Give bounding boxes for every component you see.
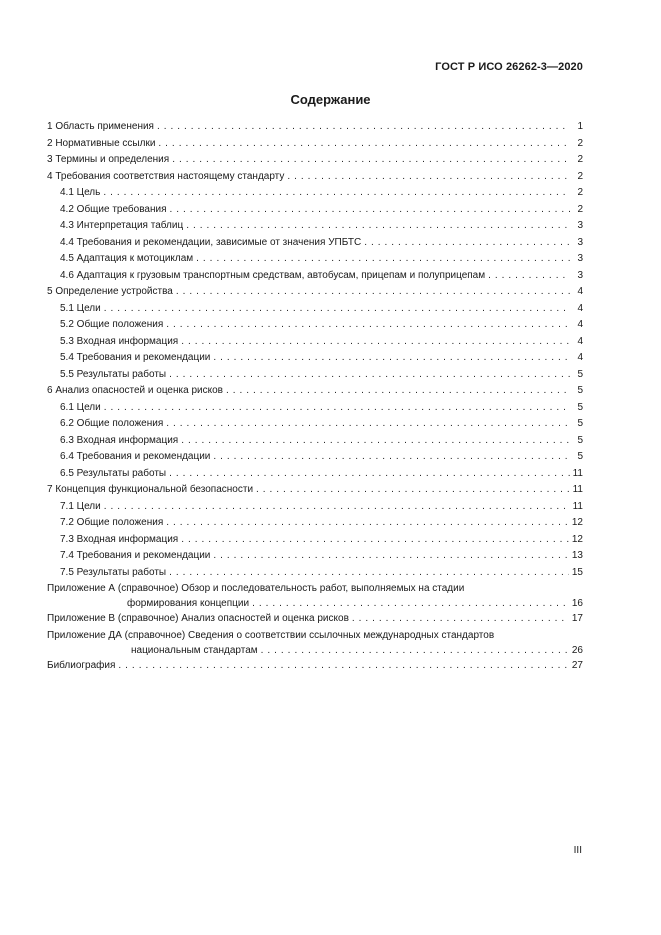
- toc-entry-page: 17: [571, 613, 583, 624]
- toc-leader-dots: [261, 643, 569, 658]
- document-code: ГОСТ Р ИСО 26262-3—2020: [435, 61, 583, 73]
- toc-entry-page: 3: [577, 220, 583, 231]
- toc-leader-dots: [252, 596, 569, 611]
- toc-entry[interactable]: [47, 449, 583, 466]
- toc-entry-text: 3 Термины и определения: [47, 154, 170, 165]
- toc-entry-text: 6.1 Цели: [60, 401, 101, 413]
- toc-entry[interactable]: [47, 218, 583, 235]
- toc-entry[interactable]: [47, 532, 583, 549]
- toc-leader-dots: [166, 317, 570, 334]
- toc-entry-page: 3: [577, 253, 583, 264]
- toc-leader-dots: [352, 611, 569, 628]
- toc-entry-page: 5: [577, 418, 583, 429]
- toc-entry-text-continued: национальным стандартам: [131, 644, 258, 656]
- toc-entry-page: 3: [577, 269, 583, 281]
- toc-entry-text: Приложение ДА (справочное) Сведения о соответствии ссылочных международных стандартов: [47, 629, 495, 641]
- toc-entry-page: 15: [571, 566, 583, 578]
- toc-entry[interactable]: [47, 350, 583, 367]
- toc-entry[interactable]: [47, 235, 583, 252]
- toc-entry-page: 13: [571, 550, 583, 561]
- toc-entry-text: 7.4 Требования и рекомендации: [60, 550, 211, 561]
- toc-entry-page: 1: [577, 121, 583, 132]
- toc-entry[interactable]: [47, 268, 583, 285]
- toc-entry-text: 5.2 Общие положения: [60, 319, 164, 330]
- toc-entry[interactable]: [47, 301, 583, 318]
- toc-leader-dots: [104, 400, 570, 417]
- toc-entry[interactable]: [47, 367, 583, 384]
- toc-entry-page: 12: [571, 517, 583, 528]
- toc-entry-page: 3: [577, 236, 583, 248]
- toc-entry-page: 5: [577, 451, 583, 462]
- toc-entry-text: 5 Определение устройства: [47, 286, 173, 297]
- toc-entry-text: 2 Нормативные ссылки: [47, 137, 156, 149]
- toc-leader-dots: [104, 301, 570, 318]
- toc-entry-text: 5.5 Результаты работы: [60, 368, 167, 380]
- toc-leader-dots: [176, 284, 570, 301]
- page-number: III: [573, 845, 582, 856]
- toc-entry-text: 4.1 Цель: [60, 187, 101, 198]
- toc-entry-text: 4.4 Требования и рекомендации, зависимые от значения УПБТС: [60, 236, 362, 248]
- toc-appendix-da[interactable]: [47, 628, 583, 658]
- toc-leader-dots: [181, 334, 570, 351]
- toc-leader-dots: [226, 383, 570, 400]
- toc-entry[interactable]: [47, 119, 583, 136]
- toc-entry-text-continued: формирования концепции: [127, 598, 250, 609]
- toc-entry-page: 4: [577, 319, 583, 330]
- toc-entry[interactable]: [47, 136, 583, 153]
- toc-entry[interactable]: [47, 251, 583, 268]
- toc-leader-dots: [166, 416, 570, 433]
- toc-entry-text: 1 Область применения: [47, 121, 154, 132]
- toc-entry-page: 16: [571, 598, 583, 609]
- toc-entry-page: 2: [577, 203, 583, 215]
- toc-leader-dots: [158, 136, 570, 153]
- toc-entry-text: 6.2 Общие положения: [60, 418, 164, 429]
- toc-entry-page: 5: [577, 434, 583, 446]
- toc-entry-text: 5.1 Цели: [60, 302, 101, 314]
- toc-entry[interactable]: [47, 152, 583, 169]
- toc-entry-text: 4.6 Адаптация к грузовым транспортным средствам, автобусам, прицепам и полуприцепам: [60, 269, 486, 281]
- toc-entry-page: 5: [577, 368, 583, 380]
- toc-leader-dots: [181, 433, 570, 450]
- toc-leader-dots: [213, 350, 570, 367]
- toc-entry[interactable]: [47, 548, 583, 565]
- toc-leader-dots: [256, 482, 570, 499]
- toc-entry-text: 7.5 Результаты работы: [60, 566, 167, 578]
- toc-entry-page: 2: [577, 170, 583, 182]
- toc-entry-page: 26: [571, 644, 583, 656]
- toc-leader-dots: [213, 548, 568, 565]
- toc-entry[interactable]: [47, 383, 583, 400]
- toc-entry-text: 4.2 Общие требования: [60, 203, 167, 215]
- toc-entry-page: 4: [577, 302, 583, 314]
- toc-entry-text: 7.3 Входная информация: [60, 533, 179, 545]
- toc-entry-text: 6.3 Входная информация: [60, 434, 179, 446]
- toc-entry[interactable]: [47, 185, 583, 202]
- toc-leader-dots: [196, 251, 570, 268]
- toc-leader-dots: [170, 202, 570, 219]
- toc-entry-page: 2: [577, 137, 583, 149]
- toc-entry-page: 2: [577, 187, 583, 198]
- toc-entry[interactable]: [47, 466, 583, 483]
- toc-title: Содержание: [290, 92, 371, 107]
- toc-leader-dots: [172, 152, 570, 169]
- toc-leader-dots: [169, 565, 569, 582]
- toc-entry-text: 4.3 Интерпретация таблиц: [60, 220, 184, 231]
- toc-appendix-a[interactable]: [47, 581, 583, 611]
- toc-entry[interactable]: [47, 565, 583, 582]
- toc-entry[interactable]: [47, 515, 583, 532]
- toc-entry-page: 4: [577, 286, 583, 297]
- toc-entry-text: 7.1 Цели: [60, 500, 101, 512]
- toc-entry-page: 2: [577, 154, 583, 165]
- toc-leader-dots: [169, 367, 570, 384]
- toc-entry[interactable]: [47, 334, 583, 351]
- table-of-contents: [47, 119, 583, 674]
- toc-entry[interactable]: [47, 482, 583, 499]
- toc-leader-dots: [488, 268, 570, 285]
- toc-leader-dots: [186, 218, 570, 235]
- toc-leader-dots: [181, 532, 569, 549]
- toc-entry-text: 5.3 Входная информация: [60, 335, 179, 347]
- toc-entry[interactable]: [47, 317, 583, 334]
- toc-entry-page: 4: [577, 335, 583, 347]
- toc-entry-text: 6.5 Результаты работы: [60, 467, 167, 479]
- toc-leader-dots: [287, 169, 570, 186]
- toc-appendix-b[interactable]: [47, 611, 583, 628]
- toc-entry-page: 4: [577, 352, 583, 363]
- toc-entry-text: Приложение В (справочное) Анализ опасностей и оценка рисков: [47, 613, 349, 624]
- toc-entry-page: 5: [577, 401, 583, 413]
- toc-leader-dots: [213, 449, 570, 466]
- toc-entry-text: 6.4 Требования и рекомендации: [60, 451, 211, 462]
- toc-entry[interactable]: [47, 416, 583, 433]
- toc-leader-dots: [118, 658, 568, 675]
- toc-entry-text: 6 Анализ опасностей и оценка рисков: [47, 385, 223, 396]
- toc-entry[interactable]: [47, 400, 583, 417]
- toc-entry-page: 12: [571, 533, 583, 545]
- toc-entry-text: 7.2 Общие положения: [60, 517, 164, 528]
- toc-entry[interactable]: [47, 499, 583, 516]
- toc-entry-text: Приложение А (справочное) Обзор и последовательность работ, выполняемых на стадии: [47, 583, 465, 594]
- toc-entry-page: 27: [571, 659, 583, 671]
- toc-entry[interactable]: [47, 433, 583, 450]
- toc-leader-dots: [166, 515, 569, 532]
- toc-entry[interactable]: [47, 169, 583, 186]
- toc-entry-text: 7 Концепция функциональной безопасности: [47, 484, 254, 495]
- toc-bibliography[interactable]: [47, 658, 583, 675]
- toc-entry[interactable]: [47, 284, 583, 301]
- toc-leader-dots: [103, 185, 570, 202]
- toc-entry-text: 4 Требования соответствия настоящему стандарту: [47, 170, 285, 182]
- toc-entry-page: 11: [572, 484, 583, 495]
- toc-entry-text: 4.5 Адаптация к мотоциклам: [60, 253, 194, 264]
- toc-entry[interactable]: [47, 202, 583, 219]
- toc-entry-page: 11: [572, 500, 583, 512]
- toc-leader-dots: [157, 119, 570, 136]
- toc-leader-dots: [169, 466, 570, 483]
- toc-entry-text: 5.4 Требования и рекомендации: [60, 352, 211, 363]
- toc-entry-page: 11: [572, 467, 583, 479]
- toc-entry-page: 5: [577, 385, 583, 396]
- toc-leader-dots: [364, 235, 570, 252]
- toc-entry-text: Библиография: [47, 659, 116, 671]
- toc-leader-dots: [104, 499, 570, 516]
